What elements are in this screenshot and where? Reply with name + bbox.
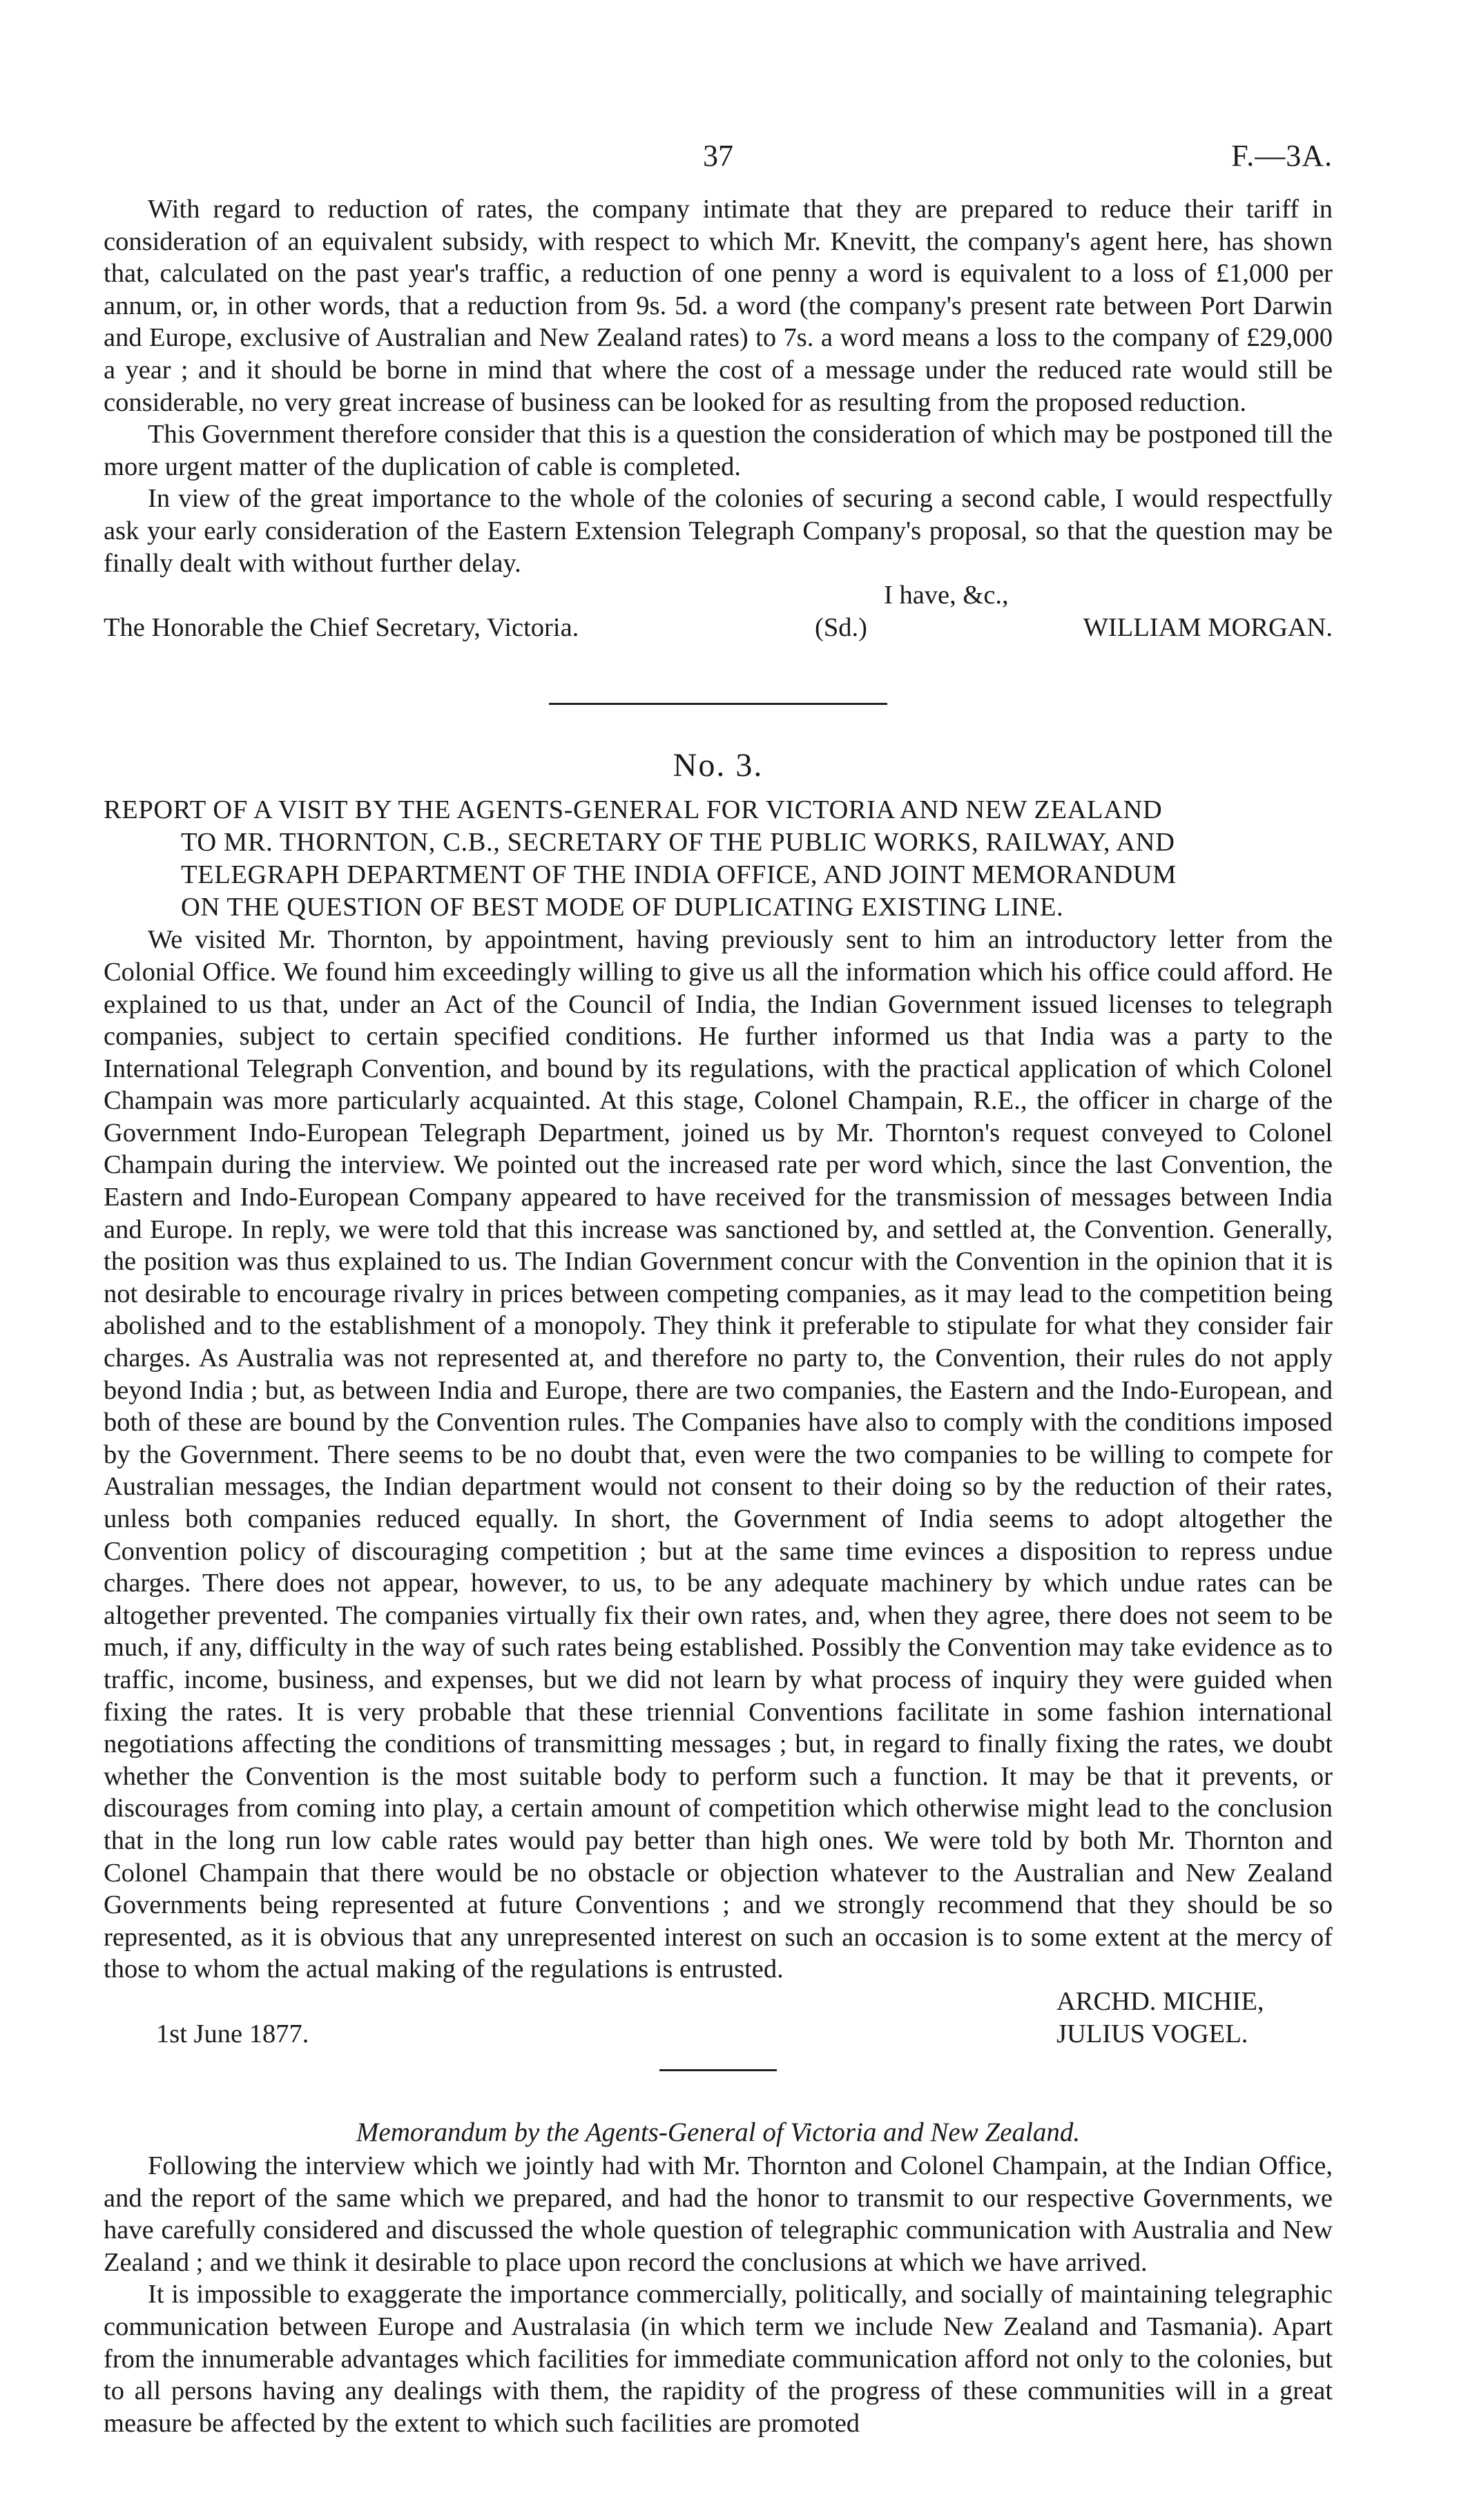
- letter-paragraph: This Government therefore consider that this is a question the consideration of which may be postponed till the more urgent matter of the duplication of cable is completed.: [104, 420, 1333, 481]
- letter-signature-row: [104, 612, 1333, 644]
- page-number: 37: [703, 139, 733, 173]
- letter-signatory: WILLIAM MORGAN.: [1083, 612, 1333, 642]
- letter-sd: (Sd.): [815, 612, 867, 642]
- report-heading-line: TO MR. THORNTON, C.B., SECRETARY OF THE PUBLIC WORKS, RAILWAY, AND: [181, 828, 1175, 857]
- letter-paragraph: With regard to reduction of rates, the company intimate that they are prepared to reduce their tariff in consideration of an equivalent subsidy, with respect to which Mr. Knevitt, the company's agent here, has shown that, calculated on the past year's traffic, a reduction of one penny a word is equivalent to a loss of £1,000 per annum, or, in other words, that a reduction from 9s. 5d. a word (the company's present rate between Port Darwin and Europe, exclusive of Australian and New Zealand rates) to 7s. a word means a loss to the company of £29,000 a year ; and it should be borne in mind that where the cost of a message under the reduced rate would still be considerable, no very great increase of business can be looked for as resulting from the proposed reduction.: [104, 195, 1333, 417]
- report-number: No. 3.: [673, 747, 764, 784]
- report-signer-row: [104, 2018, 1333, 2051]
- paper-reference: F.—3A.: [1231, 139, 1333, 173]
- letter-paragraph: In view of the great importance to the whole of the colonies of securing a second cable, I would respectfully ask your early consideration of the Eastern Extension Telegraph Company's proposal, so that the question may be finally dealt with without further delay.: [104, 484, 1333, 578]
- document-page: [104, 138, 1333, 2439]
- letter-section: [104, 193, 1333, 643]
- letter-closing-row: [104, 579, 1333, 612]
- report-signer: ARCHD. MICHIE,: [1056, 1986, 1264, 2016]
- report-heading-line: TELEGRAPH DEPARTMENT OF THE INDIA OFFICE, AND JOINT MEMORANDUM: [181, 860, 1177, 890]
- memorandum-paragraph: Following the interview which we jointly had with Mr. Thornton and Colonel Champain, at the Indian Office, and the report of the same which we prepared, and had the honor to transmit to our respective Governments, we have carefully considered and discussed the whole question of telegraphic communication with Australia and New Zealand ; and we think it desirable to place upon record the conclusions at which we have arrived.: [104, 2151, 1333, 2277]
- section-divider: [549, 703, 887, 705]
- memorandum-title: Memorandum by the Agents-General of Victoria and New Zealand.: [356, 2117, 1081, 2148]
- letter-addressee: The Honorable the Chief Secretary, Victoria.: [104, 612, 579, 642]
- report-signer-row: [104, 1986, 1333, 2018]
- page-header: [104, 138, 1333, 193]
- memorandum-paragraph: It is impossible to exaggerate the importance commercially, politically, and socially of maintaining telegraphic communication between Europe and Australasia (in which term we include New Zealand and Tasmania). Apart from the innumerable advantages which facilities for immediate communication afford not only to the colonies, but to all persons having any dealings with them, the rapidity of the progress of these communities will in a great measure be affected by the extent to which such facilities are promoted: [104, 2280, 1333, 2438]
- report-body: We visited Mr. Thornton, by appointment, having previously sent to him an introductory letter from the Colonial Office. We found him exceedingly willing to give us all the information which his office could afford. He explained to us that, under an Act of the Council of India, the Indian Government issued licenses to telegraph companies, subject to certain specified conditions. He further informed us that India was a party to the International Telegraph Convention, and bound by its regulations, with the practical application of which Colonel Champain was more particularly acquainted. At this stage, Colonel Champain, R.E., the officer in charge of the Government Indo-European Telegraph Department, joined us by Mr. Thornton's request conveyed to Colonel Champain during the interview. We pointed out the increased rate per word which, since the last Convention, the Eastern and Indo-European Company appeared to have received for the transmission of messages between India and Europe. In reply, we were told that this increase was sanctioned by, and settled at, the Convention. Generally, the position was thus explained to us. The Indian Government concur with the Convention in the opinion that it is not desirable to encourage rivalry in prices between competing companies, as it may lead to the competition being abolished and to the establishment of a monopoly. They think it preferable to stipulate for what they consider fair charges. As Australia was not represented at, and therefore no party to, the Convention, their rules do not apply beyond India ; but, as between India and Europe, there are two companies, the Eastern and the Indo-European, and both of these are bound by the Convention rules. The Companies have also to comply with the conditions imposed by the Government. There seems to be no doubt that, even were the two companies to be willing to compete for Australian messages, the Indian department would not consent to their doing so by the reduction of their rates, unless both companies reduced equally. In short, the Government of India seems to adopt altogether the Convention policy of discouraging competition ; but at the same time evinces a disposition to repress undue charges. There does not appear, however, to us, to be any adequate machinery by which undue rates can be altogether prevented. The companies virtually fix their own rates, and, when they agree, there does not seem to be much, if any, difficulty in the way of such rates being established. Possibly the Convention may take evidence as to traffic, income, business, and expenses, but we did not learn by what process of inquiry they were guided when fixing the rates. It is very probable that these triennial Conventions facilitate in some fashion international negotiations affecting the conditions of transmitting messages ; but, in regard to finally fixing the rates, we doubt whether the Convention is the most suitable body to perform such a function. It may be that it prevents, or discourages from coming into play, a certain amount of competition which otherwise might lead to the conclusion that in the long run low cable rates would pay better than high ones. We were told by both Mr. Thornton and Colonel Champain that there would be no obstacle or objection whatever to the Australian and New Zealand Governments being represented at future Conventions ; and we strongly recommend that they should be so represented, as it is obvious that any unrepresented interest on such an occasion is to some extent at the mercy of those to whom the actual making of the regulations is entrusted.: [104, 925, 1333, 1984]
- report-signature-block: [104, 1986, 1333, 2050]
- letter-closing: I have, &c.,: [884, 581, 1009, 610]
- report-heading: [104, 794, 1333, 924]
- report-signer: JULIUS VOGEL.: [1056, 2019, 1248, 2048]
- report-heading-line: ON THE QUESTION OF BEST MODE OF DUPLICATING EXISTING LINE.: [181, 893, 1064, 922]
- report-heading-line: REPORT OF A VISIT BY THE AGENTS-GENERAL FOR VICTORIA AND NEW ZEALAND: [104, 795, 1163, 825]
- report-date: 1st June 1877.: [156, 2019, 309, 2048]
- section-divider: [659, 2069, 777, 2071]
